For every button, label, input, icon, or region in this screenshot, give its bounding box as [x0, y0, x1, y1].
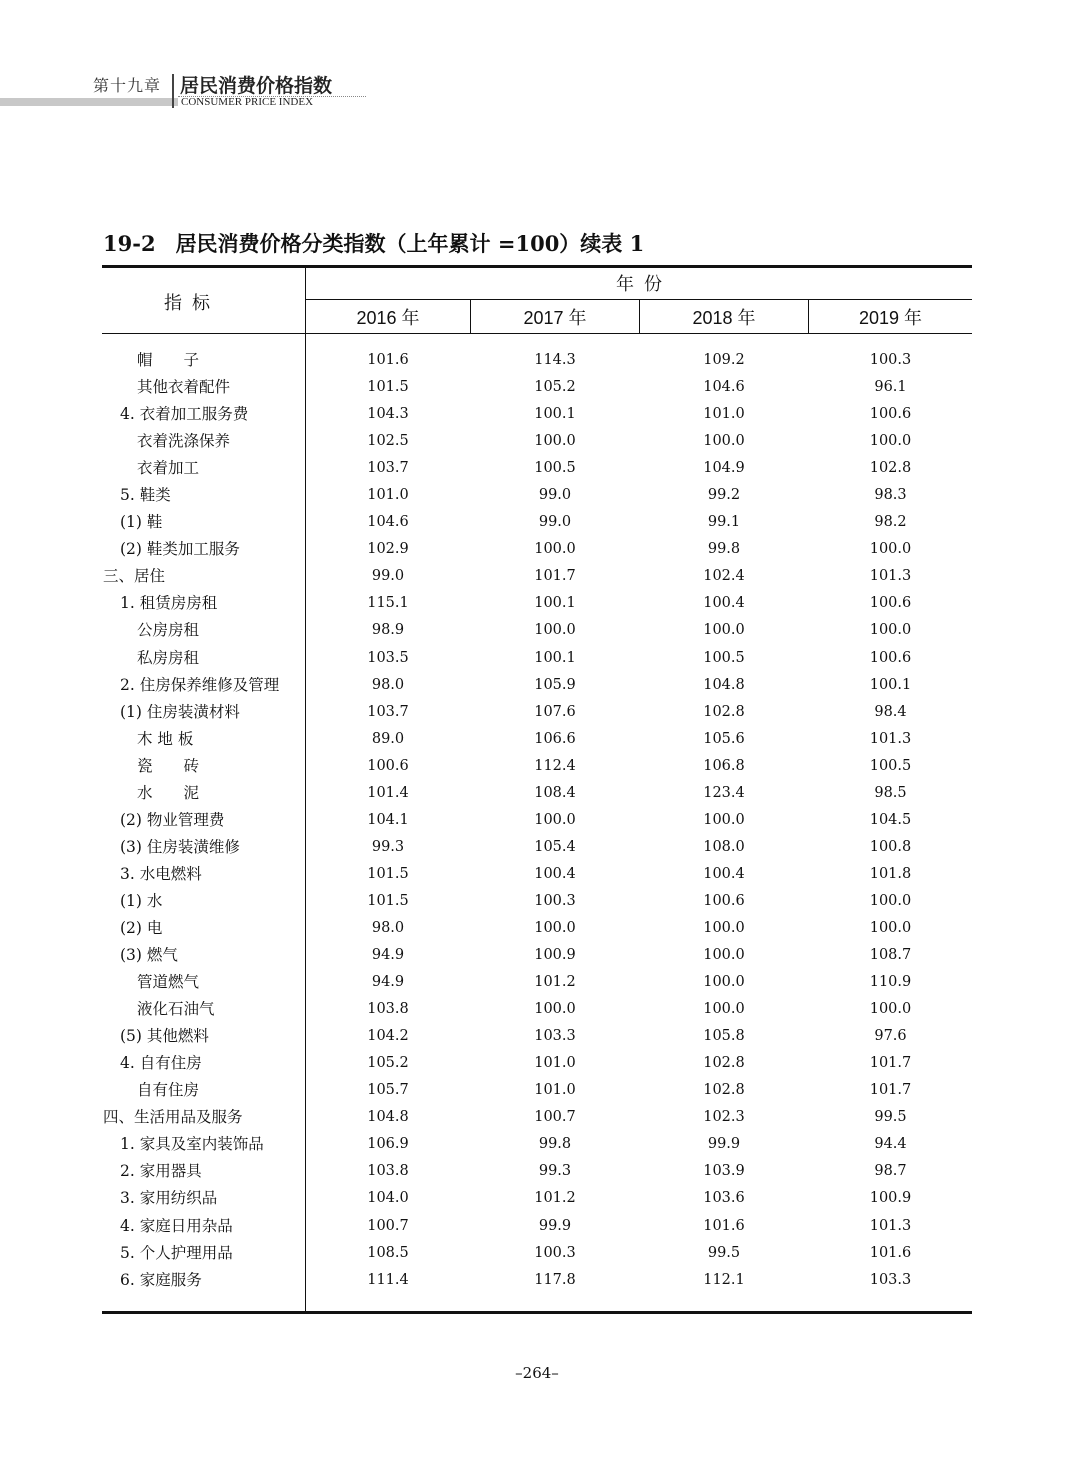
row-value-2017: 100.3: [534, 892, 576, 909]
row-label: 瓷 砖: [137, 756, 200, 775]
row-label: (2) 物业管理费: [120, 810, 225, 829]
row-value-2016: 106.9: [367, 1136, 409, 1153]
row-value-2017: 99.0: [538, 514, 572, 531]
row-value-2016: 101.6: [367, 352, 409, 368]
row-value-2017: 112.4: [534, 757, 576, 774]
row-value-2017: 106.6: [534, 730, 576, 747]
row-value-2017: 100.4: [534, 865, 576, 882]
row-value-2019: 100.0: [869, 919, 912, 936]
row-label: 帽 子: [137, 351, 200, 369]
row-label: 2. 家用器具: [120, 1162, 202, 1181]
table-row: [0, 861, 1074, 888]
table-row: [0, 1023, 1074, 1050]
row-value-2019: 100.8: [869, 838, 912, 855]
table-bottom-rule: [102, 1311, 972, 1314]
row-value-2017: 100.1: [534, 406, 576, 423]
table-row: [0, 1104, 1074, 1131]
row-value-2018: 100.0: [703, 433, 745, 450]
row-label: 衣着加工: [137, 459, 200, 478]
row-value-2018: 123.4: [703, 784, 745, 801]
table-row: [0, 401, 1074, 428]
row-label: 其他衣着配件: [137, 378, 231, 397]
row-value-2018: 106.8: [703, 757, 745, 774]
row-value-2016: 102.9: [367, 541, 409, 558]
row-value-2019: 100.0: [869, 433, 912, 450]
table-row: [0, 590, 1074, 617]
row-value-2019: 101.3: [869, 1217, 912, 1234]
row-label: 水 泥: [137, 783, 200, 802]
row-value-2018: 101.6: [703, 1217, 745, 1234]
row-label: (1) 水: [120, 891, 163, 910]
table-row: [0, 915, 1074, 942]
row-value-2016: 101.5: [367, 379, 409, 396]
row-label: 4. 自有住房: [120, 1054, 202, 1073]
row-value-2017: 114.3: [534, 352, 576, 368]
row-value-2017: 107.6: [534, 703, 576, 720]
row-value-2017: 117.8: [534, 1271, 576, 1288]
row-value-2018: 109.2: [703, 352, 745, 368]
row-value-2017: 100.0: [534, 811, 576, 828]
row-value-2018: 99.5: [707, 1244, 741, 1261]
row-value-2019: 100.5: [869, 757, 912, 774]
year-header-2018: 2018 年: [692, 308, 756, 328]
row-value-2019: 100.0: [869, 541, 912, 558]
row-value-2017: 101.0: [534, 1055, 576, 1072]
row-label: 四、生活用品及服务: [103, 1108, 243, 1127]
row-label: (1) 住房装潢材料: [120, 702, 240, 721]
row-value-2019: 104.5: [869, 811, 912, 828]
row-value-2018: 102.3: [703, 1109, 745, 1126]
table-row: [0, 1267, 1074, 1294]
table-top-rule: [102, 265, 972, 268]
table-row: [0, 672, 1074, 699]
table-row: [0, 1240, 1074, 1267]
row-value-2019: 100.6: [869, 595, 912, 612]
row-value-2019: 100.0: [869, 622, 912, 639]
table-row: [0, 753, 1074, 780]
header-divider: [172, 74, 174, 108]
year-header-2016: 2016 年: [356, 308, 420, 328]
table-title-text: 居民消费价格分类指数（上年累计 =100）续表 1: [175, 231, 645, 256]
row-value-2019: 100.3: [869, 352, 912, 368]
row-label: (3) 住房装潢维修: [120, 837, 240, 856]
row-value-2018: 108.0: [703, 838, 745, 855]
row-value-2016: 101.4: [367, 784, 409, 801]
row-value-2016: 104.6: [367, 514, 409, 531]
row-value-2019: 101.3: [869, 730, 912, 747]
row-value-2016: 111.4: [367, 1271, 409, 1288]
row-value-2016: 103.7: [367, 460, 409, 477]
row-value-2019: 98.3: [874, 487, 907, 504]
row-value-2016: 115.1: [367, 595, 409, 612]
row-value-2019: 97.6: [874, 1028, 907, 1045]
row-value-2017: 105.9: [534, 676, 576, 693]
row-value-2016: 103.5: [367, 649, 409, 666]
row-label: 液化石油气: [137, 1000, 215, 1019]
row-value-2019: 98.2: [874, 514, 907, 531]
row-value-2019: 102.8: [869, 460, 912, 477]
row-value-2016: 101.5: [367, 865, 409, 882]
row-value-2017: 100.1: [534, 595, 576, 612]
row-value-2016: 104.0: [367, 1190, 409, 1207]
row-label: 3. 家用纺织品: [120, 1189, 218, 1208]
row-label: 4. 衣着加工服务费: [120, 405, 249, 424]
row-value-2018: 100.0: [703, 919, 745, 936]
row-value-2016: 105.7: [367, 1082, 409, 1099]
row-value-2019: 108.7: [869, 947, 912, 964]
row-value-2016: 103.7: [367, 703, 409, 720]
row-value-2019: 100.0: [869, 892, 912, 909]
row-value-2017: 105.2: [534, 379, 576, 396]
table-row: [0, 509, 1074, 536]
table-row: [0, 347, 1074, 374]
row-value-2016: 98.0: [371, 919, 405, 936]
row-label: 4. 家庭日用杂品: [120, 1216, 233, 1235]
table-row: [0, 536, 1074, 563]
row-value-2017: 99.3: [538, 1163, 572, 1180]
row-value-2017: 101.7: [534, 568, 576, 585]
row-value-2016: 101.0: [367, 487, 409, 504]
table-row: [0, 645, 1074, 672]
row-label: 2. 住房保养维修及管理: [120, 675, 280, 694]
table-row: [0, 563, 1074, 590]
row-value-2017: 100.3: [534, 1244, 576, 1261]
row-value-2017: 103.3: [534, 1028, 576, 1045]
row-label: 管道燃气: [137, 973, 200, 992]
row-value-2018: 101.0: [703, 406, 745, 423]
row-value-2018: 99.9: [707, 1136, 741, 1153]
chapter-label: 第十九章: [93, 76, 162, 95]
table-row: [0, 374, 1074, 401]
row-value-2017: 100.7: [534, 1109, 576, 1126]
indicator-header: 指 标: [163, 293, 210, 313]
page-number: –264–: [515, 1364, 559, 1382]
row-value-2017: 101.2: [534, 974, 576, 991]
row-label: 1. 租赁房房租: [120, 594, 218, 613]
year-group-header: 年 份: [615, 274, 662, 294]
row-value-2017: 101.2: [534, 1190, 576, 1207]
row-value-2019: 98.7: [874, 1163, 907, 1180]
row-value-2018: 104.8: [703, 676, 745, 693]
row-label: (3) 燃气: [120, 946, 178, 965]
row-value-2016: 104.2: [367, 1028, 409, 1045]
row-value-2018: 112.1: [703, 1271, 745, 1288]
table-row: [0, 807, 1074, 834]
row-value-2016: 104.1: [367, 811, 409, 828]
row-value-2016: 102.5: [367, 433, 409, 450]
row-label: 3. 水电燃料: [120, 864, 202, 883]
row-label: 6. 家庭服务: [120, 1270, 202, 1289]
row-value-2019: 101.8: [869, 865, 912, 882]
row-value-2018: 104.6: [703, 379, 745, 396]
table-row: [0, 482, 1074, 509]
header-band: [0, 98, 178, 106]
row-value-2019: 101.6: [869, 1244, 912, 1261]
row-value-2016: 104.3: [367, 406, 409, 423]
row-value-2017: 100.9: [534, 947, 576, 964]
row-value-2019: 98.5: [874, 784, 907, 801]
row-value-2019: 101.7: [869, 1055, 912, 1072]
row-value-2018: 102.8: [703, 703, 745, 720]
table-row: [0, 780, 1074, 807]
row-value-2018: 100.4: [703, 595, 745, 612]
row-label: 木 地 板: [137, 729, 194, 748]
table-row: [0, 428, 1074, 455]
row-value-2018: 102.8: [703, 1055, 745, 1072]
table-row: [0, 834, 1074, 861]
row-value-2017: 100.5: [534, 460, 576, 477]
table-number: 19-2: [103, 231, 156, 256]
table-row: [0, 1158, 1074, 1185]
table-row: [0, 1077, 1074, 1104]
row-value-2017: 100.0: [534, 622, 576, 639]
row-label: 5. 鞋类: [120, 486, 171, 505]
row-value-2016: 104.8: [367, 1109, 409, 1126]
row-value-2018: 103.6: [703, 1190, 745, 1207]
table-row: [0, 699, 1074, 726]
row-label: 衣着洗涤保养: [137, 432, 231, 451]
row-value-2017: 100.0: [534, 919, 576, 936]
row-value-2019: 101.3: [869, 568, 912, 585]
year-header-2017: 2017 年: [523, 308, 587, 328]
chapter-subtitle: CONSUMER PRICE INDEX: [181, 96, 314, 108]
table-row: [0, 726, 1074, 753]
row-value-2018: 100.4: [703, 865, 745, 882]
row-label: 公房房租: [137, 621, 200, 640]
row-value-2018: 104.9: [703, 460, 745, 477]
row-value-2018: 100.6: [703, 892, 745, 909]
row-value-2016: 101.5: [367, 892, 409, 909]
table-row: [0, 1050, 1074, 1077]
row-value-2018: 100.0: [703, 947, 745, 964]
row-value-2019: 100.1: [869, 676, 912, 693]
row-value-2017: 100.0: [534, 541, 576, 558]
row-value-2019: 100.0: [869, 1001, 912, 1018]
row-value-2018: 103.9: [703, 1163, 745, 1180]
row-value-2018: 100.0: [703, 622, 745, 639]
row-value-2016: 99.0: [371, 568, 405, 585]
row-value-2017: 101.0: [534, 1082, 576, 1099]
row-value-2017: 99.8: [538, 1136, 572, 1153]
row-value-2019: 101.7: [869, 1082, 912, 1099]
row-value-2018: 100.5: [703, 649, 745, 666]
row-value-2017: 100.0: [534, 1001, 576, 1018]
row-label: (1) 鞋: [120, 513, 163, 532]
row-label: 三、居住: [103, 567, 166, 586]
row-value-2016: 94.9: [371, 974, 405, 991]
table-row: [0, 888, 1074, 915]
row-value-2016: 98.9: [371, 622, 405, 639]
row-value-2016: 103.8: [367, 1001, 409, 1018]
row-value-2016: 105.2: [367, 1055, 409, 1072]
row-value-2016: 103.8: [367, 1163, 409, 1180]
row-value-2018: 99.8: [707, 541, 741, 558]
row-label: (5) 其他燃料: [120, 1027, 209, 1046]
row-value-2019: 110.9: [869, 974, 912, 991]
row-value-2017: 99.9: [538, 1217, 572, 1234]
table-row: [0, 996, 1074, 1023]
row-value-2019: 94.4: [874, 1136, 907, 1153]
table-row: [0, 617, 1074, 644]
row-label: 1. 家具及室内装饰品: [120, 1135, 264, 1154]
row-label: (2) 电: [120, 918, 163, 937]
row-value-2019: 98.4: [874, 703, 907, 720]
row-value-2018: 105.8: [703, 1028, 745, 1045]
row-value-2019: 100.9: [869, 1190, 912, 1207]
year-header-2019: 2019 年: [858, 308, 923, 328]
row-value-2018: 100.0: [703, 974, 745, 991]
row-value-2017: 108.4: [534, 784, 576, 801]
row-value-2016: 100.7: [367, 1217, 409, 1234]
row-value-2016: 89.0: [371, 730, 405, 747]
row-value-2017: 105.4: [534, 838, 576, 855]
table-row: [0, 969, 1074, 996]
row-value-2018: 100.0: [703, 1001, 745, 1018]
row-value-2016: 100.6: [367, 757, 409, 774]
row-value-2018: 102.4: [703, 568, 745, 585]
table-row: [0, 942, 1074, 969]
row-value-2018: 102.8: [703, 1082, 745, 1099]
table-title: [103, 228, 644, 258]
row-value-2018: 99.1: [707, 514, 741, 531]
row-value-2017: 100.0: [534, 433, 576, 450]
row-value-2019: 100.6: [869, 406, 912, 423]
row-value-2019: 103.3: [869, 1271, 912, 1288]
row-label: (2) 鞋类加工服务: [120, 540, 240, 559]
table-row: [0, 455, 1074, 482]
table-body: [0, 347, 1074, 1294]
table-row: [0, 1185, 1074, 1212]
row-value-2017: 99.0: [538, 487, 572, 504]
row-label: 自有住房: [137, 1081, 200, 1100]
row-value-2018: 100.0: [703, 811, 745, 828]
row-label: 私房房租: [137, 648, 200, 667]
row-label: 5. 个人护理用品: [120, 1243, 233, 1262]
header-bottom-rule: [102, 333, 972, 334]
row-value-2018: 99.2: [707, 487, 741, 504]
table-row: [0, 1131, 1074, 1158]
row-value-2016: 94.9: [371, 947, 405, 964]
row-value-2016: 99.3: [371, 838, 405, 855]
row-value-2016: 98.0: [371, 676, 405, 693]
chapter-title: 居民消费价格指数: [180, 75, 333, 97]
row-value-2019: 100.6: [869, 649, 912, 666]
row-value-2016: 108.5: [367, 1244, 409, 1261]
row-value-2019: 96.1: [874, 379, 907, 396]
row-value-2017: 100.1: [534, 649, 576, 666]
row-value-2019: 99.5: [874, 1109, 907, 1126]
table-row: [0, 1213, 1074, 1240]
row-value-2018: 105.6: [703, 730, 745, 747]
